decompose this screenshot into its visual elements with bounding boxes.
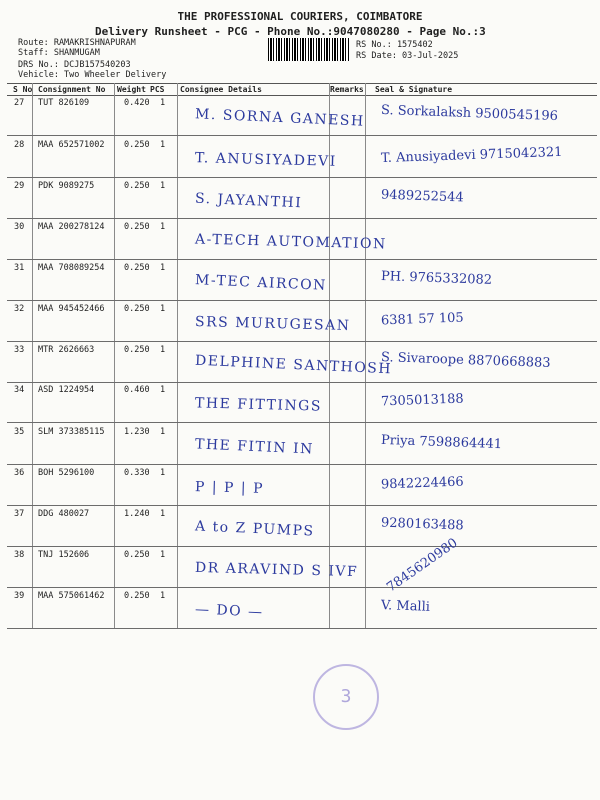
cell-consignee-handwritten: THE FITTINGS	[194, 395, 323, 415]
cell-weight: 1.240	[124, 509, 150, 519]
cell-signature: PH. 9765332082	[380, 269, 493, 288]
col-consignment: Consignment No	[38, 85, 106, 94]
cell-consignee-handwritten: SRS MURUGESAN	[194, 313, 351, 335]
table-row	[7, 218, 597, 260]
table-row	[7, 136, 597, 178]
cell-sno: 28	[14, 140, 25, 150]
cell-consignee-handwritten: M-TEC AIRCON	[194, 272, 328, 294]
drs-label: DRS No.: DCJB157540203	[18, 60, 131, 70]
cell-signature: 7845620980	[384, 535, 461, 596]
cell-consignment: DDG 480027	[38, 509, 90, 519]
cell-sno: 32	[14, 304, 25, 314]
table-row	[7, 381, 597, 423]
table-row	[7, 464, 597, 506]
cell-consignment: MAA 575061462	[38, 591, 105, 601]
cell-pcs: 1	[160, 550, 166, 560]
table-row	[7, 259, 597, 301]
cell-weight: 0.250	[124, 591, 150, 601]
table-row	[7, 94, 597, 136]
col-weight: Weight	[117, 85, 146, 94]
cell-signature: Priya 7598864441	[380, 432, 503, 453]
table-row	[7, 300, 597, 342]
cell-consignee-handwritten: S. JAYANTHI	[194, 190, 303, 212]
cell-sno: 35	[14, 427, 25, 437]
cell-consignee-handwritten: A to Z PUMPS	[194, 518, 315, 540]
cell-weight: 0.250	[124, 304, 150, 314]
cell-signature: S. Sorkalaksh 9500545196	[380, 102, 559, 125]
cell-weight: 1.230	[124, 427, 150, 437]
cell-weight: 0.460	[124, 385, 150, 395]
cell-pcs: 1	[160, 140, 166, 150]
cell-sno: 31	[14, 263, 25, 273]
col-seal: Seal & Signature	[375, 85, 453, 94]
cell-pcs: 1	[160, 263, 166, 273]
cell-weight: 0.250	[124, 345, 150, 355]
cell-consignee-handwritten: T. ANUSIYADEVI	[194, 150, 337, 170]
cell-pcs: 1	[160, 385, 166, 395]
cell-sno: 29	[14, 181, 25, 191]
table-row	[7, 177, 597, 219]
cell-signature: 6381 57 105	[380, 310, 464, 329]
courier-title: THE PROFESSIONAL COURIERS, COIMBATORE	[177, 10, 423, 23]
cell-sno: 33	[14, 345, 25, 355]
col-sno: S No	[13, 85, 33, 94]
route-label: Route: RAMAKRISHNAPURAM	[18, 38, 136, 48]
cell-consignee-handwritten: A-TECH AUTOMATION	[194, 231, 387, 253]
cell-pcs: 1	[160, 509, 166, 519]
table-row	[7, 341, 597, 383]
col-consignee: Consignee Details	[180, 85, 262, 94]
cell-signature: 7305013188	[380, 391, 464, 410]
cell-signature: S. Sivaroope 8870668883	[380, 350, 551, 371]
cell-weight: 0.250	[124, 263, 150, 273]
cell-consignment: SLM 373385115	[38, 427, 105, 437]
cell-weight: 0.420	[124, 98, 150, 108]
cell-pcs: 1	[160, 591, 166, 601]
cell-sno: 36	[14, 468, 25, 478]
cell-consignment: MAA 652571002	[38, 140, 105, 150]
cell-sno: 30	[14, 222, 25, 232]
cell-pcs: 1	[160, 304, 166, 314]
cell-consignment: MAA 945452466	[38, 304, 105, 314]
cell-consignee-handwritten: DR ARAVIND S IVF	[194, 559, 359, 581]
runsheet-subtitle: Delivery Runsheet - PCG - Phone No.:9047080280 - Page No.:3	[95, 25, 486, 38]
cell-pcs: 1	[160, 468, 166, 478]
cell-sno: 37	[14, 509, 25, 519]
col-pcs: PCS	[150, 85, 165, 94]
cell-consignment: ASD 1224954	[38, 385, 95, 395]
cell-weight: 0.250	[124, 181, 150, 191]
cell-signature: 9280163488	[380, 515, 464, 534]
cell-consignment: MAA 200278124	[38, 222, 105, 232]
cell-sno: 27	[14, 98, 25, 108]
cell-signature: T. Anusiyadevi 9715042321	[380, 144, 563, 167]
cell-consignment: MTR 2626663	[38, 345, 95, 355]
cell-consignee-handwritten: DELPHINE SANTHOSH	[194, 352, 393, 378]
cell-signature: 9489252544	[380, 187, 464, 206]
cell-weight: 0.250	[124, 222, 150, 232]
cell-consignment: TUT 826109	[38, 98, 90, 108]
table-row	[7, 423, 597, 465]
cell-signature: 9842224466	[380, 474, 464, 493]
table-row	[7, 587, 597, 629]
cell-consignee-handwritten: THE FITIN IN	[194, 436, 315, 458]
cell-consignment: TNJ 152606	[38, 550, 90, 560]
cell-signature: V. Malli	[380, 598, 431, 615]
col-remarks: Remarks	[330, 85, 364, 94]
staff-label: Staff: SHANMUGAM	[18, 48, 100, 58]
cell-pcs: 1	[160, 98, 166, 108]
barcode	[268, 38, 350, 61]
cell-sno: 34	[14, 385, 25, 395]
rs-number: RS No.: 1575402	[356, 40, 433, 50]
cell-consignee-handwritten: — DO —	[194, 601, 264, 621]
cell-pcs: 1	[160, 181, 166, 191]
cell-sno: 38	[14, 550, 25, 560]
cell-weight: 0.250	[124, 140, 150, 150]
cell-weight: 0.330	[124, 468, 150, 478]
cell-weight: 0.250	[124, 550, 150, 560]
table-row	[7, 505, 597, 547]
rs-date: RS Date: 03-Jul-2025	[356, 51, 459, 61]
cell-consignment: MAA 708089254	[38, 263, 105, 273]
vehicle-label: Vehicle: Two Wheeler Delivery	[18, 70, 167, 80]
cell-pcs: 1	[160, 427, 166, 437]
courier-stamp: 3	[313, 664, 379, 730]
cell-consignee-handwritten: M. SORNA GANESH	[194, 106, 365, 130]
cell-consignment: BOH 5296100	[38, 468, 95, 478]
cell-pcs: 1	[160, 222, 166, 232]
cell-sno: 39	[14, 591, 25, 601]
cell-pcs: 1	[160, 345, 166, 355]
cell-consignment: PDK 9089275	[38, 181, 95, 191]
cell-consignee-handwritten: P | P | P	[194, 479, 265, 497]
